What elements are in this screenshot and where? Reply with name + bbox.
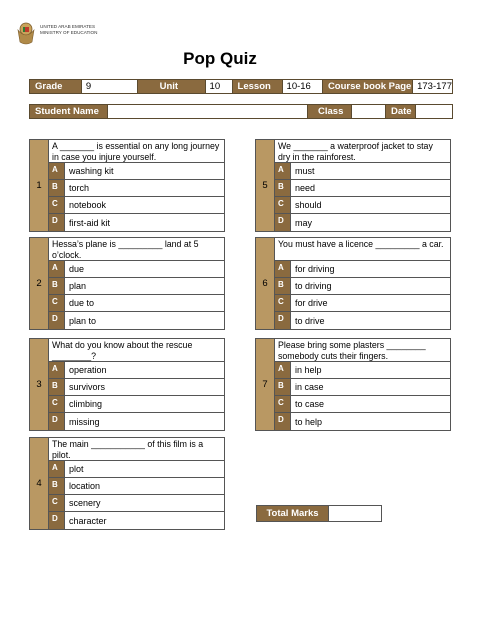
option-d[interactable] bbox=[49, 512, 224, 529]
option-text: to drive bbox=[295, 315, 325, 326]
option-d[interactable] bbox=[49, 214, 224, 231]
option-text: plan bbox=[69, 281, 87, 291]
ministry-line-2: MINISTRY OF EDUCATION bbox=[40, 30, 98, 35]
question-number: 5 bbox=[256, 140, 275, 231]
question-text: You must have a licence _________ a car. bbox=[275, 238, 450, 261]
unit-value: 10 bbox=[206, 80, 233, 93]
date-field[interactable] bbox=[416, 105, 452, 118]
option-text: may bbox=[295, 217, 313, 228]
option-a[interactable] bbox=[275, 261, 450, 278]
total-marks-field[interactable] bbox=[329, 506, 381, 521]
option-text: operation bbox=[69, 365, 107, 375]
option-text: due bbox=[69, 264, 85, 274]
option-letter: B bbox=[275, 180, 291, 196]
option-a[interactable] bbox=[49, 362, 224, 379]
question-number: 7 bbox=[256, 339, 275, 430]
option-c[interactable] bbox=[49, 197, 224, 214]
option-letter: A bbox=[49, 461, 65, 477]
question-number: 3 bbox=[30, 339, 49, 430]
option-letter: C bbox=[275, 197, 291, 213]
option-a[interactable] bbox=[275, 163, 450, 180]
option-a[interactable] bbox=[49, 461, 224, 478]
option-b[interactable] bbox=[275, 379, 450, 396]
option-text: scenery bbox=[69, 498, 101, 508]
option-a[interactable] bbox=[49, 163, 224, 180]
option-text: torch bbox=[69, 183, 90, 193]
option-letter: A bbox=[275, 362, 291, 378]
option-text: in help bbox=[295, 365, 322, 375]
question-6 bbox=[255, 237, 451, 330]
coursebook-label: Course book Page bbox=[323, 80, 413, 93]
question-4 bbox=[29, 437, 225, 530]
option-c[interactable] bbox=[275, 197, 450, 214]
question-text: A _______ is essential on any long journey in case you injure yourself. bbox=[49, 140, 224, 163]
question-5 bbox=[255, 139, 451, 232]
date-label: Date bbox=[386, 105, 416, 118]
option-text: missing bbox=[69, 416, 100, 427]
coursebook-value: 173-177 bbox=[413, 80, 452, 93]
lesson-label: Lesson bbox=[233, 80, 283, 93]
option-text: character bbox=[69, 515, 107, 526]
question-text: The main ___________ of this film is a pilot. bbox=[49, 438, 224, 461]
option-letter: D bbox=[49, 413, 65, 430]
option-letter: B bbox=[49, 379, 65, 395]
option-a[interactable] bbox=[49, 261, 224, 278]
question-number: 1 bbox=[30, 140, 49, 231]
option-d[interactable] bbox=[275, 214, 450, 231]
lesson-value: 10-16 bbox=[283, 80, 323, 93]
option-text: to driving bbox=[295, 281, 332, 291]
option-letter: D bbox=[275, 214, 291, 231]
option-letter: D bbox=[49, 312, 65, 329]
option-letter: C bbox=[49, 396, 65, 412]
question-number: 4 bbox=[30, 438, 49, 529]
option-text: for drive bbox=[295, 298, 328, 308]
page-title: Pop Quiz bbox=[183, 49, 257, 68]
option-c[interactable] bbox=[275, 396, 450, 413]
option-letter: B bbox=[275, 379, 291, 395]
option-b[interactable] bbox=[49, 180, 224, 197]
option-text: survivors bbox=[69, 382, 106, 392]
option-letter: A bbox=[49, 362, 65, 378]
uae-emblem-logo bbox=[14, 20, 38, 46]
option-text: must bbox=[295, 166, 315, 176]
option-b[interactable] bbox=[49, 379, 224, 396]
option-letter: D bbox=[275, 413, 291, 430]
option-letter: A bbox=[49, 163, 65, 179]
option-d[interactable] bbox=[49, 312, 224, 329]
total-marks-label: Total Marks bbox=[257, 506, 329, 521]
option-letter: A bbox=[49, 261, 65, 277]
option-letter: B bbox=[49, 278, 65, 294]
option-text: washing kit bbox=[69, 166, 114, 176]
grade-label: Grade bbox=[30, 80, 82, 93]
option-b[interactable] bbox=[49, 278, 224, 295]
option-letter: D bbox=[49, 512, 65, 529]
option-letter: B bbox=[275, 278, 291, 294]
option-letter: D bbox=[275, 312, 291, 329]
option-letter: A bbox=[275, 261, 291, 277]
option-letter: C bbox=[49, 495, 65, 511]
option-letter: C bbox=[49, 295, 65, 311]
option-text: due to bbox=[69, 298, 95, 308]
question-number: 6 bbox=[256, 238, 275, 329]
student-info-row bbox=[29, 104, 453, 119]
class-field[interactable] bbox=[352, 105, 386, 118]
option-text: to help bbox=[295, 416, 323, 427]
question-text: Please bring some plasters ________ somebody cuts their fingers. bbox=[275, 339, 450, 362]
ministry-name bbox=[40, 24, 97, 36]
option-text: plan to bbox=[69, 315, 97, 326]
option-letter: B bbox=[49, 180, 65, 196]
option-text: notebook bbox=[69, 200, 107, 210]
option-letter: B bbox=[49, 478, 65, 494]
grade-value: 9 bbox=[82, 80, 138, 93]
option-letter: D bbox=[49, 214, 65, 231]
option-b[interactable] bbox=[275, 278, 450, 295]
ministry-line-1: UNITED ARAB EMIRATES bbox=[40, 24, 96, 29]
question-text: What do you know about the rescue ________? bbox=[49, 339, 224, 362]
option-text: climbing bbox=[69, 399, 103, 409]
option-text: first-aid kit bbox=[69, 217, 111, 228]
option-text: need bbox=[295, 183, 316, 193]
option-letter: C bbox=[49, 197, 65, 213]
quiz-info-row bbox=[29, 79, 453, 94]
question-1 bbox=[29, 139, 225, 232]
option-c[interactable] bbox=[49, 396, 224, 413]
option-c[interactable] bbox=[275, 295, 450, 312]
class-label: Class bbox=[308, 105, 352, 118]
question-text: We _______ a waterproof jacket to stay dry in the rainforest. bbox=[275, 140, 450, 163]
option-letter: C bbox=[275, 396, 291, 412]
unit-label: Unit bbox=[138, 80, 206, 93]
option-c[interactable] bbox=[49, 495, 224, 512]
option-letter: C bbox=[275, 295, 291, 311]
option-d[interactable] bbox=[49, 413, 224, 430]
option-text: for driving bbox=[295, 264, 335, 274]
option-text: to case bbox=[295, 399, 325, 409]
option-text: location bbox=[69, 481, 101, 491]
question-2 bbox=[29, 237, 225, 330]
option-a[interactable] bbox=[275, 362, 450, 379]
option-text: plot bbox=[69, 464, 84, 474]
student-name-label: Student Name bbox=[30, 105, 108, 118]
option-c[interactable] bbox=[49, 295, 224, 312]
question-3 bbox=[29, 338, 225, 431]
total-marks-box bbox=[256, 505, 382, 522]
question-number: 2 bbox=[30, 238, 49, 329]
student-name-field[interactable] bbox=[108, 105, 308, 118]
option-d[interactable] bbox=[275, 413, 450, 430]
question-7 bbox=[255, 338, 451, 431]
question-text: Hessa’s plane is _________ land at 5 o’clock. bbox=[49, 238, 224, 261]
option-b[interactable] bbox=[275, 180, 450, 197]
option-b[interactable] bbox=[49, 478, 224, 495]
option-text: should bbox=[295, 200, 322, 210]
option-text: in case bbox=[295, 382, 324, 392]
option-d[interactable] bbox=[275, 312, 450, 329]
option-letter: A bbox=[275, 163, 291, 179]
